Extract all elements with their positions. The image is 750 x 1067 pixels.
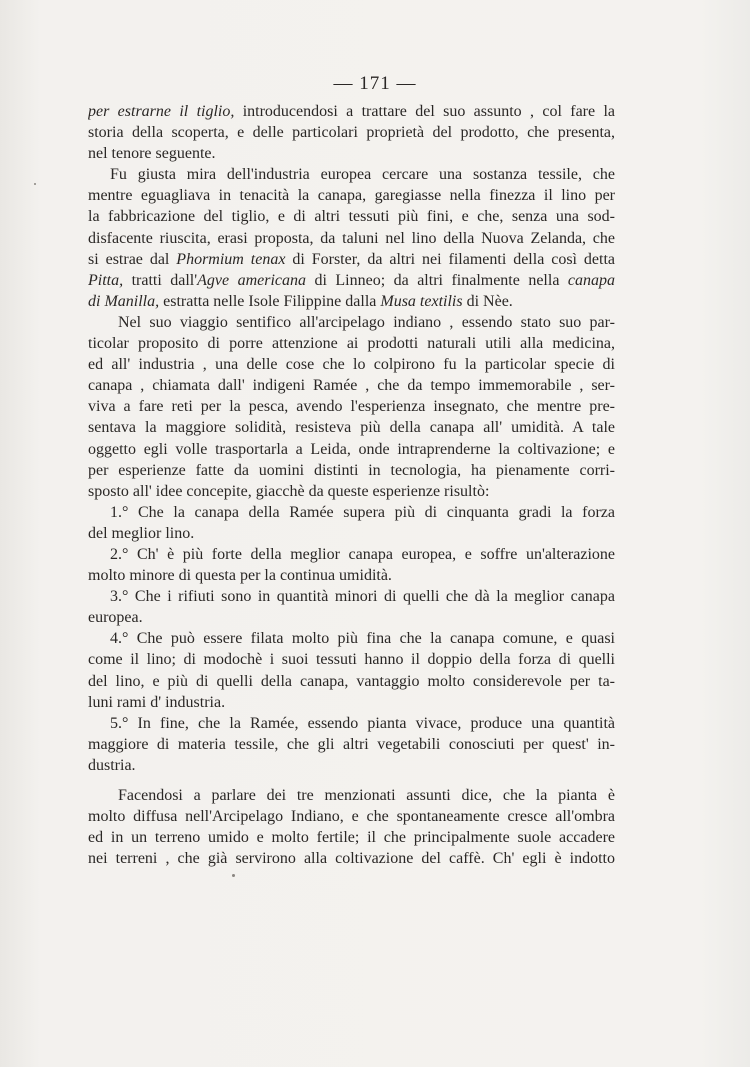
text-line — [88, 291, 615, 312]
text-run: per esperienze fatte da uomini distinti in tecnologia, ha pienamente corri- — [88, 461, 615, 479]
text-run: come il lino; di modochè i suoi tessuti hanno il doppio della forza di quelli — [88, 651, 615, 669]
text-run: maggiore di materia tessile, che gli altri vegetabili conosciuti per quest' in- — [88, 735, 615, 753]
text-line — [88, 249, 615, 270]
text-run: mentre eguagliava in tenacità la canapa, garegiasse nella finezza il lino per — [88, 187, 615, 205]
text-run: Facendosi a parlare dei tre menzionati assunti dice, che la pianta è — [118, 787, 615, 804]
text-line — [88, 396, 615, 417]
text-line — [88, 586, 615, 607]
text-run: luni rami d' industria. — [88, 693, 226, 711]
list-item — [88, 586, 615, 628]
text-line — [88, 185, 615, 206]
text-line — [88, 502, 615, 523]
text-run: Fu giusta mira dell'industria europea cercare una sostanza tessile, che — [110, 166, 615, 184]
page-body — [88, 101, 615, 869]
text-line — [88, 270, 615, 291]
text-run: nel tenore seguente. — [88, 145, 216, 163]
text-line — [88, 827, 615, 848]
text-line — [88, 692, 615, 713]
text-run: nei terreni , che già servirono alla coltivazione del caffè. Ch' egli è indotto — [88, 850, 615, 868]
text-line — [88, 713, 615, 734]
text-run: di Nèe. — [462, 292, 513, 310]
text-line — [88, 354, 615, 375]
italic-text: canapa — [567, 271, 615, 289]
text-run: 4.° Che può essere filata molto più fina che la canapa comune, e quasi — [110, 630, 615, 648]
page-number: — 171 — — [333, 73, 417, 94]
text-run: europea. — [88, 609, 143, 627]
text-run: molto minore di questa per la continua umidità. — [88, 567, 392, 585]
text-run: tratti dall' — [123, 271, 198, 289]
text-run: oggetto egli volle trasportarla a Leida, onde intraprenderne la coltivazione; e — [88, 440, 615, 458]
text-line — [88, 806, 615, 827]
paragraph — [88, 101, 615, 164]
paragraph — [88, 785, 615, 869]
italic-text: Phormium tenax — [176, 250, 286, 268]
text-line — [88, 734, 615, 755]
text-line — [88, 544, 615, 565]
text-line — [88, 375, 615, 396]
paragraph-gap — [88, 776, 615, 785]
text-run: ed in un terreno umido e molto fertile; il che principalmente suole accadere — [88, 829, 615, 847]
text-run: la fabbricazione del tiglio, e di altri tessuti più fini, e che, senza una sod- — [88, 208, 615, 226]
text-line — [88, 481, 615, 502]
text-run: di Forster, da altri nei filamenti della così detta — [285, 250, 615, 268]
text-line — [88, 607, 615, 628]
text-line — [88, 755, 615, 776]
text-run: sposto all' idee concepite, giacchè da queste esperienze risultò: — [88, 482, 490, 500]
text-run: Nel suo viaggio sentifico all'arcipelago indiano , essendo stato suo par- — [118, 313, 615, 331]
text-run: molto diffusa nell'Arcipelago Indiano, e che spontaneamente cresce all'ombra — [88, 808, 615, 826]
text-line — [88, 312, 615, 333]
text-run: di Linneo; da altri finalmente nella — [306, 271, 568, 289]
text-run: 1.° Che la canapa della Ramée supera più di cinquanta gradi la forza — [110, 503, 615, 521]
text-line — [88, 228, 615, 249]
italic-text: Musa textilis — [380, 292, 463, 310]
paragraph — [88, 164, 615, 312]
text-run: storia della scoperta, e delle particolari proprietà del prodotto, che presenta, — [88, 124, 615, 142]
list-item — [88, 628, 615, 712]
text-line — [88, 439, 615, 460]
list-item — [88, 544, 615, 586]
text-run: disfacente riuscita, erasi proposta, da taluni nel lino della Nuova Zelanda, che — [88, 229, 615, 247]
text-run: 5.° In fine, che la Ramée, essendo pianta vivace, produce una quantità — [110, 714, 615, 732]
text-line — [88, 164, 615, 185]
text-run: 2.° Ch' è più forte della meglior canapa europea, e soffre un'alterazione — [110, 545, 615, 563]
text-run: introducendosi a trattare del suo assunto , col fare la — [234, 103, 615, 120]
text-line — [88, 671, 615, 692]
ink-speck — [34, 183, 36, 185]
text-line — [88, 101, 615, 122]
text-run: viva a fare reti per la pesca, avendo l'esperienza insegnato, che mentre pre- — [88, 398, 615, 416]
text-run: ed all' industria , una delle cose che lo colpirono fu la particolar specie di — [88, 356, 615, 374]
text-line — [88, 417, 615, 438]
text-line — [88, 460, 615, 481]
italic-text: per estrarne il tiglio, — [88, 103, 235, 120]
text-run: estratta nelle Isole Filippine dalla — [159, 292, 381, 310]
text-run: del lino, e più di quelli della canapa, vantaggio molto considerevole per ta- — [88, 672, 615, 690]
text-line — [88, 848, 615, 869]
list-item — [88, 502, 615, 544]
italic-text: di Manilla, — [88, 292, 160, 310]
text-run: ticolar proposito di porre attenzione ai prodotti naturali utili alla medicina, — [88, 335, 615, 353]
text-line — [88, 523, 615, 544]
text-run: canapa , chiamata dall' indigeni Ramée , che da tempo immemorabile , ser- — [88, 377, 615, 395]
italic-text: Pitta, — [88, 271, 124, 289]
text-line — [88, 206, 615, 227]
text-line — [88, 785, 615, 806]
text-line — [88, 565, 615, 586]
text-line — [88, 122, 615, 143]
text-run: si estrae dal — [88, 250, 177, 268]
italic-text: Agve americana — [197, 271, 307, 289]
ink-speck — [232, 874, 235, 877]
text-run: sentava la maggiore solidità, resisteva più della canapa all' umidità. A tale — [88, 419, 615, 437]
text-line — [88, 628, 615, 649]
text-line — [88, 649, 615, 670]
text-run: dustria. — [88, 756, 136, 774]
paragraph — [88, 312, 615, 502]
text-line — [88, 143, 615, 164]
list-item — [88, 713, 615, 776]
text-line — [88, 333, 615, 354]
text-run: 3.° Che i rifiuti sono in quantità minori di quelli che dà la meglior canapa — [110, 588, 615, 606]
text-run: del meglior lino. — [88, 524, 195, 542]
